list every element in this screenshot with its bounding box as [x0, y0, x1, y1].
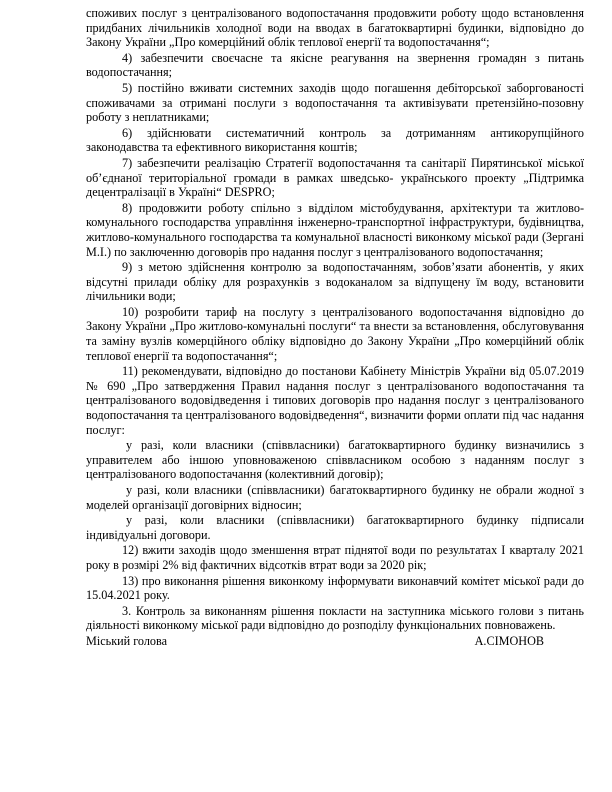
paragraph-item-6: 6) здійснювати систематичний контроль за дотриманням антикорупційного законодавства та ефективного використання коштів;	[86, 125, 584, 155]
paragraph-item-7: 7) забезпечити реалізацію Стратегії водопостачання та санітарії Пирятинської міської об’єднаної територіальної громади в рамках шведсько- українського проекту „Підтримка децентралізації в Україні“ DESPRO;	[86, 155, 584, 200]
paragraph-item-10: 10) розробити тариф на послугу з централізованого водопостачання відповідно до Закону України „Про житлово-комунальні послуги“ та внести за встановлення, обслуговування та заміну вузлів комерційного обліку відповідно до Закону України „Про комерційний облік теплової енергії та водопостачання“;	[86, 304, 584, 363]
paragraph-subitem-3: у разі, коли власники (співвласники) багатоквартирного будинку підписали індивідуальні договори.	[86, 513, 584, 542]
paragraph-item-4: 4) забезпечити своєчасне та якісне реагування на звернення громадян з питань водопостачання;	[86, 50, 584, 80]
paragraph-item-5: 5) постійно вживати системних заходів щодо погашення дебіторської заборгованості споживачами за отримані послуги з водопостачання та активізувати претензійно-позовну роботу з неплатниками;	[86, 80, 584, 125]
paragraph-section-3: 3. Контроль за виконанням рішення покласти на заступника міського голови з питань діяльності виконкому міської ради відповідно до розподілу функціональних повноважень.	[86, 603, 584, 633]
paragraph-subitem-1: у разі, коли власники (співвласники) багатоквартирного будинку визначились з управителем або іншою уповноваженою співвласником особою з наданням послуг з централізованого водопостачання (колективний договір);	[86, 438, 584, 482]
paragraph-item-8: 8) продовжити роботу спільно з відділом містобудування, архітектури та житлово-комунального господарства управління інженерно-транспортної інфраструктури, будівництва, житлово-комунального господарства та комунальної власності виконкому міської ради (Зергані М.І.) по заключенню договорів про надання послуг з централізованого водопостачання;	[86, 200, 584, 259]
signature-line	[86, 634, 584, 649]
paragraph-item-12: 12) вжити заходів щодо зменшення втрат піднятої води по результатах I кварталу 2021 року в розмірі 2% від фактичних відсотків втрат води за 2020 рік;	[86, 543, 584, 572]
paragraph-item-11: 11) рекомендувати, відповідно до постанови Кабінету Міністрів України від 05.07.2019 № 690 „Про затвердження Правил надання послуг з централізованого водопостачання та централізованого водовідведення і типових договорів про надання послуг з централізованого водопостачання та централізованого водовідведення“, визначити форми оплати під час надання послуг:	[86, 364, 584, 437]
paragraph-item-13: 13) про виконання рішення виконкому інформувати виконавчий комітет міської ради до 15.04.2021 року.	[86, 573, 584, 603]
paragraph-continuation: споживих послуг з централізованого водопостачання продовжити роботу щодо встановлення придбаних лічильників холодної води на вводах в багатоквартирні будинки, відповідно до Закону України „Про комерційний облік теплової енергії та водопостачання“;	[86, 6, 584, 50]
paragraph-item-9: 9) з метою здійснення контролю за водопостачанням, зобов’язати абонентів, у яких відсутні прилади обліку для розрахунків з водоканалом за відпущену їм воду, встановити лічильники води;	[86, 260, 584, 304]
signature-title: Міський голова	[86, 633, 168, 648]
document-page	[86, 6, 584, 649]
signature-name: А.СІМОНОВ	[474, 633, 544, 648]
paragraph-subitem-2: у разі, коли власники (співвласники) багатоквартирного будинку не обрали жодної з моделей організації договірних відносин;	[86, 483, 584, 512]
